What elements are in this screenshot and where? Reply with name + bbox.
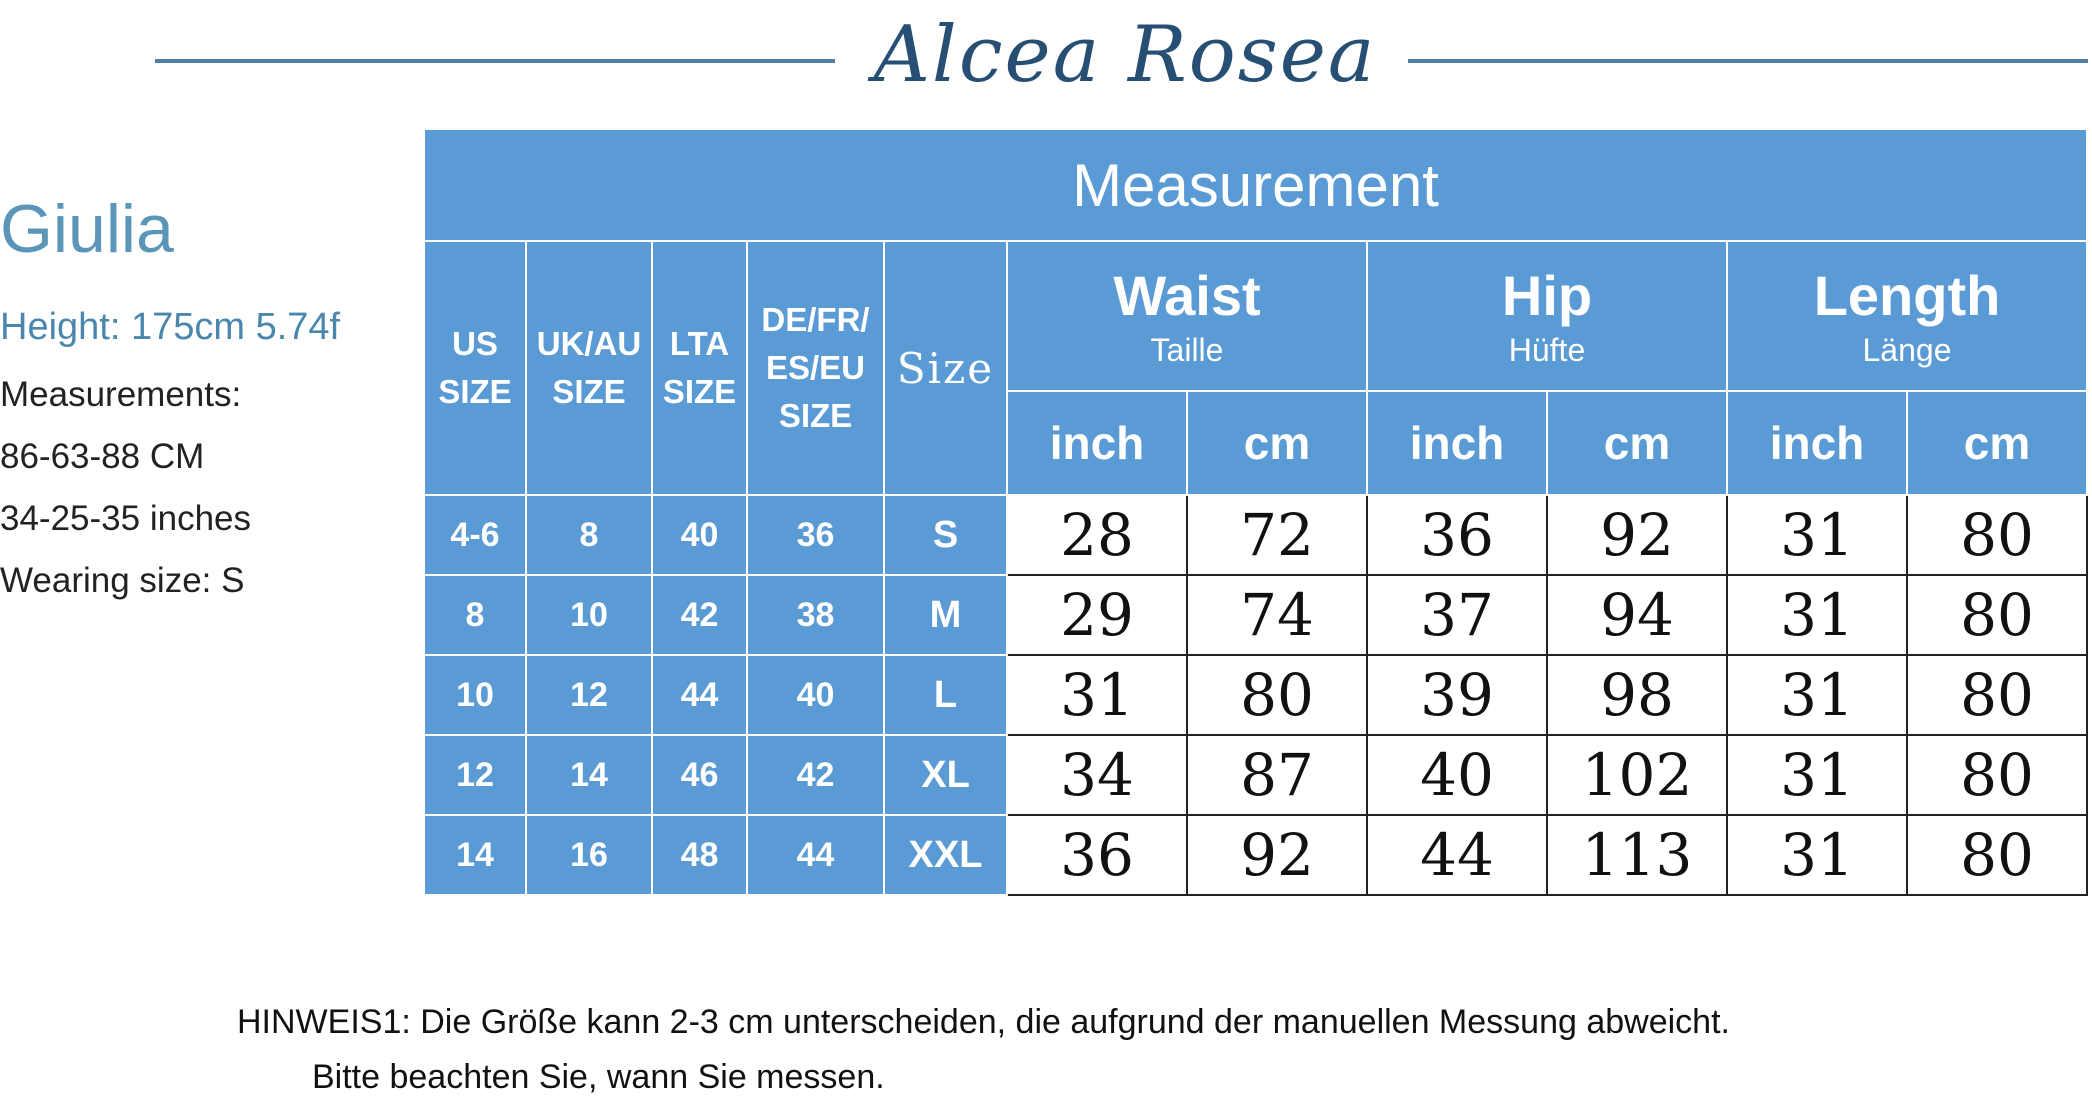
uk-size-cell: 16 xyxy=(526,815,652,895)
waist-inch-cell: 29 xyxy=(1007,575,1187,655)
table-row xyxy=(424,655,2087,735)
measurement-note-hint: Bitte beachten Sie, wann Sie messen. xyxy=(312,1058,885,1096)
table-row xyxy=(424,495,2087,575)
us-size-cell: 10 xyxy=(424,655,526,735)
us-size-cell: 8 xyxy=(424,575,526,655)
brand-divider-right xyxy=(1408,59,2088,63)
table-title: Measurement xyxy=(424,129,2087,241)
length-inch-cell: 31 xyxy=(1727,575,1907,655)
hip-cm-cell: 92 xyxy=(1547,495,1727,575)
brand-logo: Alcea Rosea xyxy=(873,10,1377,100)
length-inch-cell: 31 xyxy=(1727,735,1907,815)
uk-size-cell: 14 xyxy=(526,735,652,815)
waist-cm-cell: 87 xyxy=(1187,735,1367,815)
letter-size-cell: XXL xyxy=(884,815,1007,895)
length-cm-cell: 80 xyxy=(1907,655,2087,735)
letter-size-cell: XL xyxy=(884,735,1007,815)
waist-inch-cell: 28 xyxy=(1007,495,1187,575)
length-cm-cell: 80 xyxy=(1907,735,2087,815)
hip-inch-cell: 37 xyxy=(1367,575,1547,655)
waist-inch-cell: 36 xyxy=(1007,815,1187,895)
length-cm-cell: 80 xyxy=(1907,575,2087,655)
brand-divider-left xyxy=(155,59,835,63)
eu-size-cell: 42 xyxy=(747,735,884,815)
us-size-cell: 14 xyxy=(424,815,526,895)
measurements-cm: 86-63-88 CM xyxy=(0,437,205,476)
length-inch-cell: 31 xyxy=(1727,495,1907,575)
model-height: Height: 175cm 5.74f xyxy=(0,306,341,348)
wearing-size: Wearing size: S xyxy=(0,561,245,600)
hip-inch-cell: 36 xyxy=(1367,495,1547,575)
table-row xyxy=(424,815,2087,895)
letter-size-cell: L xyxy=(884,655,1007,735)
hip-cm-cell: 102 xyxy=(1547,735,1727,815)
letter-size-cell: M xyxy=(884,575,1007,655)
model-info xyxy=(0,190,410,623)
group-waist: Waist Taille xyxy=(1007,241,1367,391)
waist-cm-cell: 80 xyxy=(1187,655,1367,735)
length-cm-cell: 80 xyxy=(1907,495,2087,575)
size-chart-table xyxy=(423,128,2088,896)
waist-cm-cell: 72 xyxy=(1187,495,1367,575)
uk-size-cell: 12 xyxy=(526,655,652,735)
measurement-note: HINWEIS1: Die Größe kann 2-3 cm unterscheiden, die aufgrund der manuellen Messung abweicht. xyxy=(237,1003,1730,1041)
lta-size-cell: 46 xyxy=(652,735,747,815)
hip-cm-cell: 98 xyxy=(1547,655,1727,735)
waist-inch-cell: 31 xyxy=(1007,655,1187,735)
header-size: Size xyxy=(884,241,1007,495)
waist-cm-cell: 92 xyxy=(1187,815,1367,895)
header-uk-au-size: UK/AU SIZE xyxy=(526,241,652,495)
group-length: Length Länge xyxy=(1727,241,2087,391)
eu-size-cell: 44 xyxy=(747,815,884,895)
group-hip: Hip Hüfte xyxy=(1367,241,1727,391)
eu-size-cell: 38 xyxy=(747,575,884,655)
hip-inch-cell: 44 xyxy=(1367,815,1547,895)
unit-hip-inch: inch xyxy=(1367,391,1547,495)
length-cm-cell: 80 xyxy=(1907,815,2087,895)
lta-size-cell: 48 xyxy=(652,815,747,895)
header-eu-size: DE/FR/ ES/EU SIZE xyxy=(747,241,884,495)
length-inch-cell: 31 xyxy=(1727,655,1907,735)
us-size-cell: 4-6 xyxy=(424,495,526,575)
uk-size-cell: 8 xyxy=(526,495,652,575)
unit-length-cm: cm xyxy=(1907,391,2087,495)
lta-size-cell: 44 xyxy=(652,655,747,735)
table-row xyxy=(424,575,2087,655)
us-size-cell: 12 xyxy=(424,735,526,815)
eu-size-cell: 36 xyxy=(747,495,884,575)
waist-inch-cell: 34 xyxy=(1007,735,1187,815)
header-lta-size: LTA SIZE xyxy=(652,241,747,495)
measurements-inches: 34-25-35 inches xyxy=(0,499,251,538)
lta-size-cell: 40 xyxy=(652,495,747,575)
hip-cm-cell: 113 xyxy=(1547,815,1727,895)
hip-inch-cell: 39 xyxy=(1367,655,1547,735)
lta-size-cell: 42 xyxy=(652,575,747,655)
unit-hip-cm: cm xyxy=(1547,391,1727,495)
uk-size-cell: 10 xyxy=(526,575,652,655)
length-inch-cell: 31 xyxy=(1727,815,1907,895)
eu-size-cell: 40 xyxy=(747,655,884,735)
unit-length-inch: inch xyxy=(1727,391,1907,495)
unit-waist-inch: inch xyxy=(1007,391,1187,495)
letter-size-cell: S xyxy=(884,495,1007,575)
measurements-label: Measurements: xyxy=(0,375,242,414)
hip-inch-cell: 40 xyxy=(1367,735,1547,815)
model-name: Giulia xyxy=(0,191,174,267)
header-us-size: US SIZE xyxy=(424,241,526,495)
unit-waist-cm: cm xyxy=(1187,391,1367,495)
table-row xyxy=(424,735,2087,815)
hip-cm-cell: 94 xyxy=(1547,575,1727,655)
waist-cm-cell: 74 xyxy=(1187,575,1367,655)
